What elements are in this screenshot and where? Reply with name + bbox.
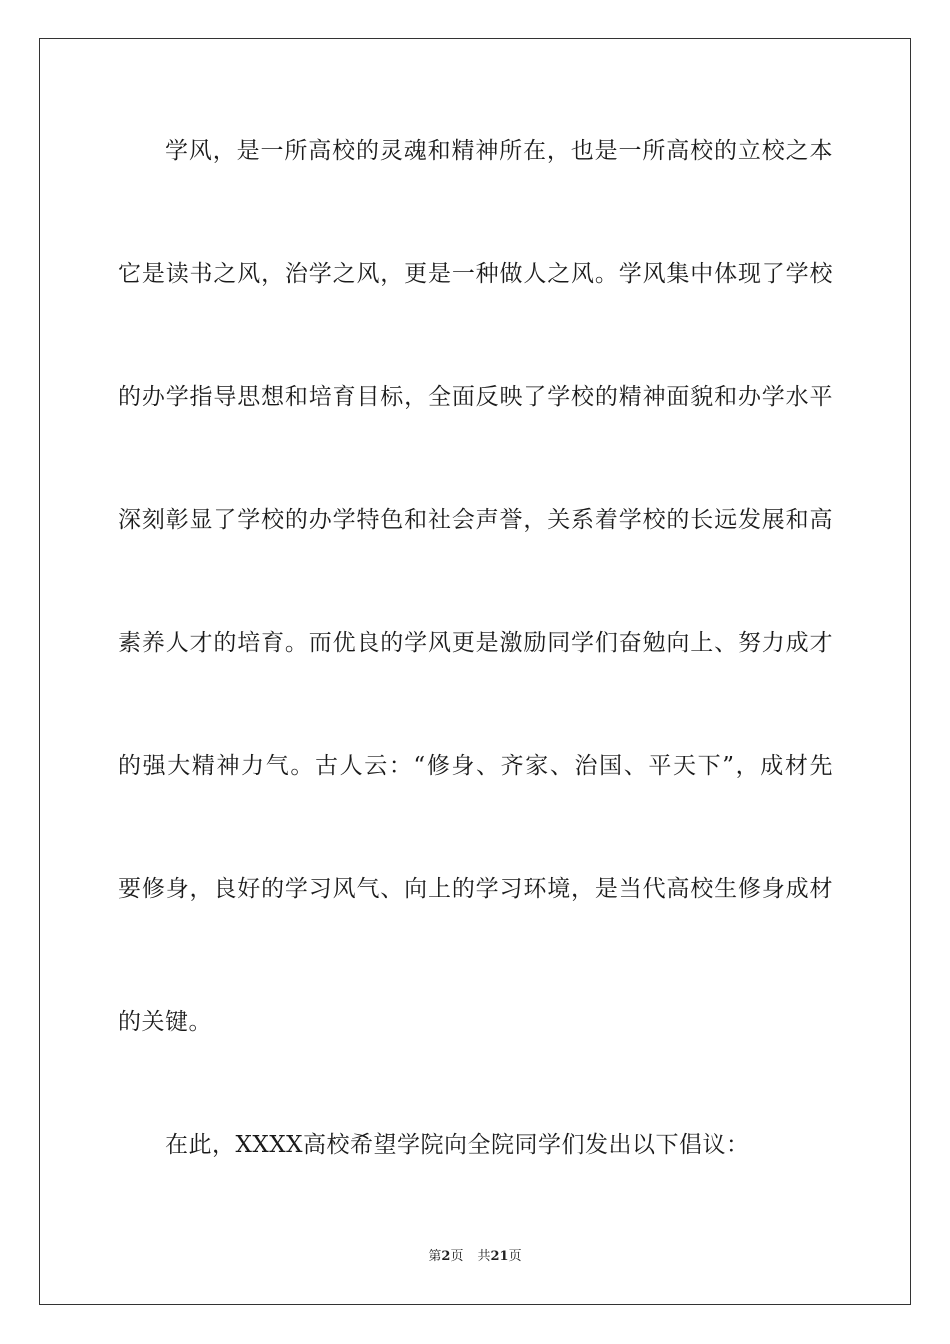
paragraph-line-1: 学风，是一所高校的灵魂和精神所在，也是一所高校的立校之本 — [165, 138, 833, 164]
paragraph-line-8: 的关键。 — [118, 1009, 212, 1035]
total-suffix: 页 — [508, 1249, 522, 1264]
page-border — [39, 38, 911, 1305]
paragraph-line-4: 深刻彰显了学校的办学特色和社会声誉，关系着学校的长远发展和高 — [118, 507, 833, 533]
paragraph-line-7: 要修身，良好的学习风气、向上的学习环境，是当代高校生修身成材 — [118, 876, 833, 902]
paragraph-line-5: 素养人才的培育。而优良的学风更是激励同学们奋勉向上、努力成才 — [118, 630, 833, 656]
page-footer — [0, 1248, 950, 1266]
page-prefix: 第 — [428, 1249, 442, 1264]
page-suffix: 页 — [450, 1249, 464, 1264]
page-number: 2 — [441, 1249, 451, 1264]
proposal-line: 在此，XXXX高校希望学院向全院同学们发出以下倡议： — [165, 1132, 750, 1158]
total-prefix: 共 — [477, 1249, 491, 1264]
total-pages: 21 — [490, 1249, 509, 1264]
paragraph-line-2: 它是读书之风，治学之风，更是一种做人之风。学风集中体现了学校 — [118, 261, 833, 287]
paragraph-line-3: 的办学指导思想和培育目标，全面反映了学校的精神面貌和办学水平 — [118, 384, 833, 410]
paragraph-line-6: 的强大精神力气。古人云：“修身、齐家、治国、平天下”，成材先 — [118, 753, 833, 779]
